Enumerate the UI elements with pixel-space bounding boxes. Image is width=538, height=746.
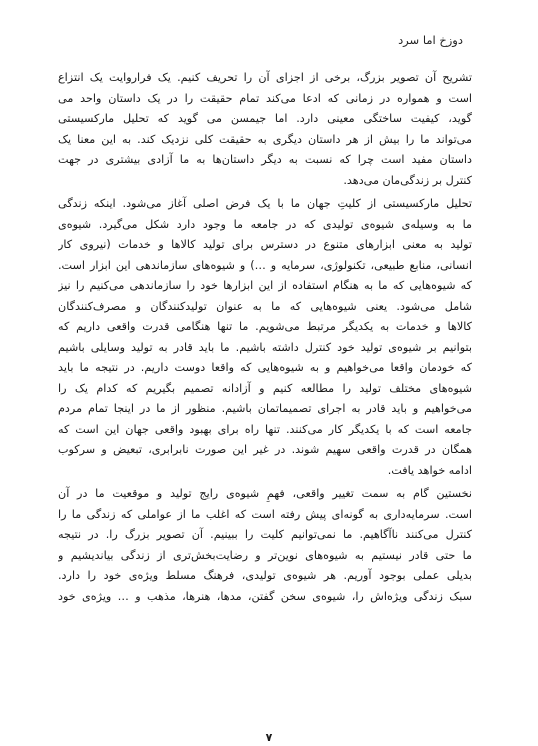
text-line: تشریح آن تصویر بزرگ، برخی از اجزای آن را تحریف کنیم. یک فراروایت یک انتزاع xyxy=(58,71,472,84)
text-line: تحلیل مارکسیستی از کلیتِ جهان ما با یک فرض اصلی آغاز می‌شود. اینکه زندگی xyxy=(58,197,472,210)
text-line: شیوه‌های مختلف تولید را مطالعه کنیم و آزادانه تصمیم بگیریم که کدام یک را xyxy=(58,381,472,395)
body-text xyxy=(58,68,472,607)
text-line: جامعه است که با یکدیگر کار می‌کنند. تنها راه برای بهبود واقعی جهان این است که xyxy=(58,422,472,436)
text-line: کنترل می‌کنند ناآگاهیم. ما نمی‌توانیم کلیت را ببینیم. آن تصویر بزرگ را. در نتیجه xyxy=(58,528,472,541)
text-line: می‌خواهیم و باید قادر به اجرای تصمیماتمان باشیم. منظور از ما در اینجا تمام مردم xyxy=(58,402,472,415)
text-line: ما حتی قادر نیستیم به شیوه‌های نوین‌تر و رضایت‌بخش‌تری از زندگی بیاندیشیم و xyxy=(58,548,472,562)
paragraph xyxy=(58,484,472,607)
page-number: ۷ xyxy=(265,731,273,744)
text-line: نخستین گام به سمت تغییر واقعی، فهمِ شیوه‌ی رایج تولید و موقعیت ما در آن xyxy=(58,487,472,500)
text-line: سبک زندگی ویژه‌اش را، شیوه‌ی سخن گفتن، مدها، هنرها، مذهب و … ویژه‌ی خود xyxy=(58,589,472,603)
text-line: است و همواره در زمانی که ادعا می‌کند تمام حقیقت را در یک داستان واحد می xyxy=(58,91,472,105)
text-line: کنترل بر زندگی‌مان می‌دهد. xyxy=(343,173,472,187)
paragraph xyxy=(58,68,472,191)
text-line: کالاها و خدمات به یکدیگر مرتبط می‌شویم. ما تنها هنگامی قدرت واقعی داریم که xyxy=(58,320,472,333)
text-line: که خودمان واقعا می‌خواهیم و به شیوه‌هایی که واقعا دوست داریم. در نتیجه ما باید xyxy=(58,361,472,374)
text-line: شامل می‌شود. یعنی شیوه‌هایی که ما به عنوان تولیدکنندگان و مصرف‌کنندگان xyxy=(58,299,472,313)
paragraph xyxy=(58,194,472,481)
text-line: بدیلی عملی بوجود آوریم. هر شیوه‌ی تولیدی، فرهنگ مسلط ویژه‌ی خود را دارد. xyxy=(58,569,472,582)
text-line: انسانی، منابع طبیعی، تکنولوژی، سرمایه و …) و شیوه‌های سازماندهی این ابزار است. xyxy=(58,258,472,272)
text-line: همگان در قدرت واقعی سهیم شوند. در غیر این صورت نابرابری، تبعیض و سرکوب xyxy=(58,443,472,456)
text-line: است. سرمایه‌داری به گونه‌ای پیش رفته است که اغلب ما از عواملی که زندگی ما را xyxy=(58,507,472,521)
text-line: تولید به معنی ابزارهای متنوع در دسترس برای تولید کالاها و خدمات (نیروی کار xyxy=(58,238,472,251)
text-line: ادامه خواهد یافت. xyxy=(387,463,472,477)
text-line: می‌تواند ما را بیش از هر داستان دیگری به حقیقت کلی نزدیک کند. به این معنا یک xyxy=(58,132,472,146)
text-line: بتوانیم بر شیوه‌ی تولید خود کنترل داشته باشیم. ما باید قادر به تولید وسایلی باشیم xyxy=(58,340,472,354)
text-line: ما به وسیله‌ی شیوه‌ی تولیدی که در جامعه ما وجود دارد شکل می‌گیرد. شیوه‌ی xyxy=(58,217,472,231)
text-line: داستان مفید است چرا که نسبت به دیگر داستان‌ها به ما آزادی بیشتری در جهت xyxy=(58,153,472,166)
running-head: دوزخ اما سرد xyxy=(398,33,463,47)
text-line: گوید، کیفیت ساختگی معینی دارد. اما جیمسن می گوید که تحلیل مارکسیستی xyxy=(58,112,472,125)
text-line: که شیوه‌هایی که ما به هنگام استفاده از این ابزارها خود را سازماندهی می‌کنیم را نیز xyxy=(58,279,472,292)
